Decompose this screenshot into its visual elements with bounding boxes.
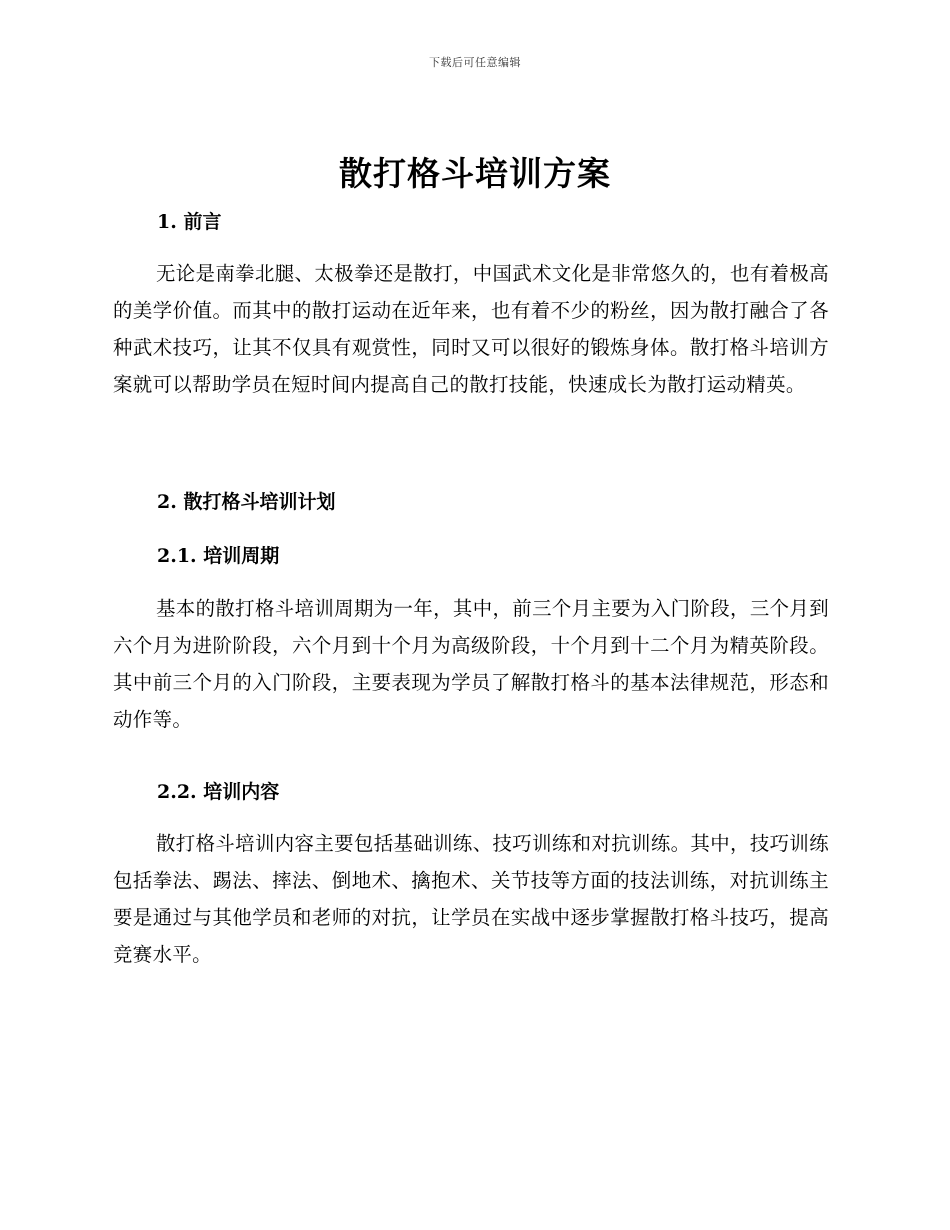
- section-paragraph-preface: 无论是南拳北腿、太极拳还是散打，中国武术文化是非常悠久的，也有着极高的美学价值。而其中的散打运动在近年来，也有着不少的粉丝，因为散打融合了各种武术技巧，让其不仅具有观赏性，同时又可以很好的锻炼身体。散打格斗培训方案就可以帮助学员在短时间内提高自己的散打技能，快速成长为散打运动精英。: [113, 262, 829, 396]
- section-heading-training-content: 2.2. 培训内容: [157, 781, 280, 803]
- header-note: 下载后可任意编辑: [429, 56, 521, 69]
- section-heading-training-cycle: 2.1. 培训周期: [157, 545, 280, 567]
- section-heading-training-plan: 2. 散打格斗培训计划: [157, 491, 336, 513]
- section-heading-preface: 1. 前言: [157, 211, 222, 233]
- section-paragraph-training-content: 散打格斗培训内容主要包括基础训练、技巧训练和对抗训练。其中，技巧训练包括拳法、踢法、摔法、倒地术、擒抱术、关节技等方面的技法训练，对抗训练主要是通过与其他学员和老师的对抗，让学员在实战中逐步掌握散打格斗技巧，提高竞赛水平。: [113, 832, 829, 966]
- document-title: 散打格斗培训方案: [339, 154, 611, 193]
- section-paragraph-training-cycle: 基本的散打格斗培训周期为一年，其中，前三个月主要为入门阶段，三个月到六个月为进阶阶段，六个月到十个月为高级阶段，十个月到十二个月为精英阶段。其中前三个月的入门阶段，主要表现为学员了解散打格斗的基本法律规范，形态和动作等。: [113, 597, 829, 731]
